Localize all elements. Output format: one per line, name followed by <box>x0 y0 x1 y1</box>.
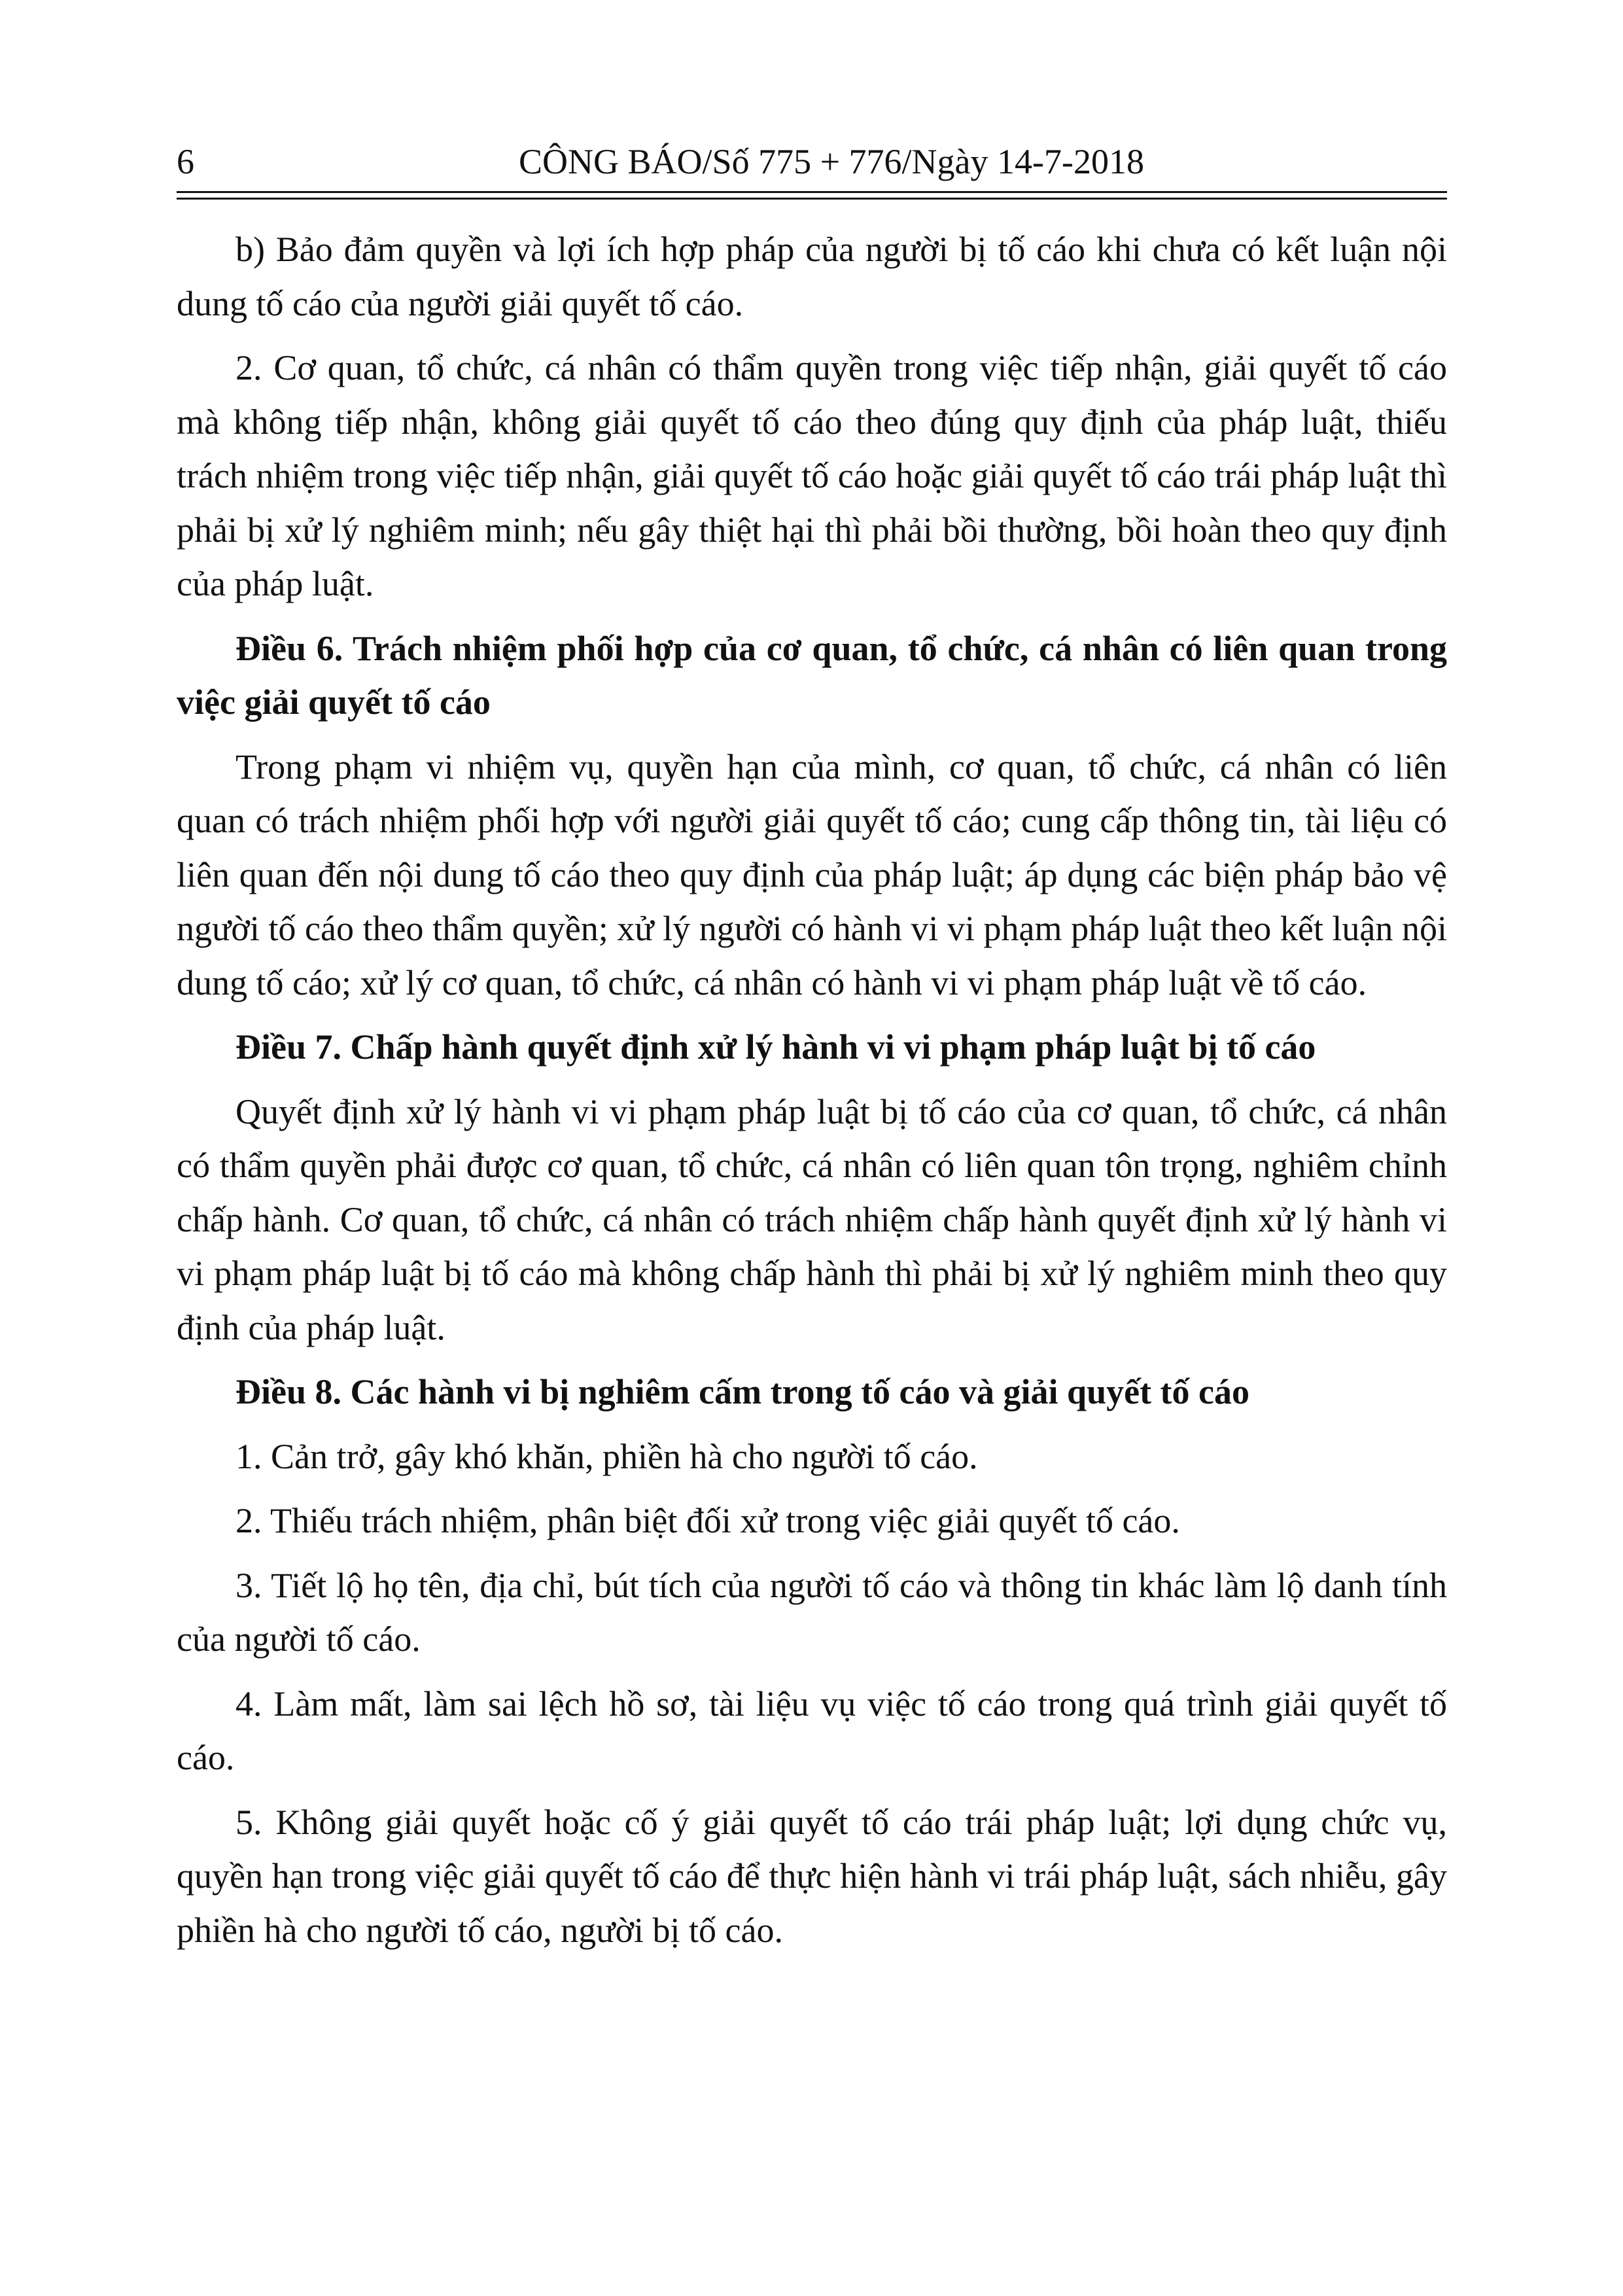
article-8-item-4: 4. Làm mất, làm sai lệch hồ sơ, tài liệu vụ việc tố cáo trong quá trình giải quyết tố cáo. <box>177 1684 1447 1777</box>
article-8-item-1: 1. Cản trở, gây khó khăn, phiền hà cho người tố cáo. <box>236 1436 978 1476</box>
article-7-paragraph: Quyết định xử lý hành vi vi phạm pháp luật bị tố cáo của cơ quan, tổ chức, cá nhân có thẩm quyền phải được cơ quan, tổ chức, cá nhân có liên quan tôn trọng, nghiêm chỉnh chấp hành. Cơ quan, tổ chức, cá nhân có trách nhiệm chấp hành quyết định xử lý hành vi vi phạm pháp luật bị tố cáo mà không chấp hành thì phải bị xử lý nghiêm minh theo quy định của pháp luật. <box>177 1091 1447 1347</box>
article-6-heading: Điều 6. Trách nhiệm phối hợp của cơ quan, tổ chức, cá nhân có liên quan trong việc giải quyết tố cáo <box>177 628 1447 722</box>
gazette-title: CÔNG BÁO/Số 775 + 776/Ngày 14-7-2018 <box>519 142 1144 181</box>
article-8-heading: Điều 8. Các hành vi bị nghiêm cấm trong tố cáo và giải quyết tố cáo <box>236 1372 1249 1411</box>
header-rule-top <box>177 191 1447 193</box>
clause-2-paragraph: 2. Cơ quan, tổ chức, cá nhân có thẩm quyền trong việc tiếp nhận, giải quyết tố cáo mà không tiếp nhận, không giải quyết tố cáo theo đúng quy định của pháp luật, thiếu trách nhiệm trong việc tiếp nhận, giải quyết tố cáo hoặc giải quyết tố cáo trái pháp luật thì phải bị xử lý nghiêm minh; nếu gây thiệt hại thì phải bồi thường, bồi hoàn theo quy định của pháp luật. <box>177 348 1447 603</box>
article-8-item-3: 3. Tiết lộ họ tên, địa chỉ, bút tích của người tố cáo và thông tin khác làm lộ danh tính của người tố cáo. <box>177 1565 1447 1659</box>
document-body <box>177 222 1447 1968</box>
page-number: 6 <box>177 142 194 181</box>
clause-b-paragraph: b) Bảo đảm quyền và lợi ích hợp pháp của người bị tố cáo khi chưa có kết luận nội dung tố cáo của người giải quyết tố cáo. <box>177 230 1447 323</box>
article-7-heading: Điều 7. Chấp hành quyết định xử lý hành vi vi phạm pháp luật bị tố cáo <box>236 1027 1316 1067</box>
article-6-paragraph: Trong phạm vi nhiệm vụ, quyền hạn của mình, cơ quan, tổ chức, cá nhân có liên quan có trách nhiệm phối hợp với người giải quyết tố cáo; cung cấp thông tin, tài liệu có liên quan đến nội dung tố cáo theo quy định của pháp luật; áp dụng các biện pháp bảo vệ người tố cáo theo thẩm quyền; xử lý người có hành vi vi phạm pháp luật theo kết luận nội dung tố cáo; xử lý cơ quan, tổ chức, cá nhân có hành vi vi phạm pháp luật về tố cáo. <box>177 747 1447 1002</box>
article-8-item-2: 2. Thiếu trách nhiệm, phân biệt đối xử trong việc giải quyết tố cáo. <box>236 1501 1180 1540</box>
page-header <box>177 139 1447 185</box>
header-rule-bottom <box>177 198 1447 200</box>
article-8-item-5: 5. Không giải quyết hoặc cố ý giải quyết tố cáo trái pháp luật; lợi dụng chức vụ, quyền hạn trong việc giải quyết tố cáo để thực hiện hành vi trái pháp luật, sách nhiễu, gây phiền hà cho người tố cáo, người bị tố cáo. <box>177 1802 1447 1950</box>
